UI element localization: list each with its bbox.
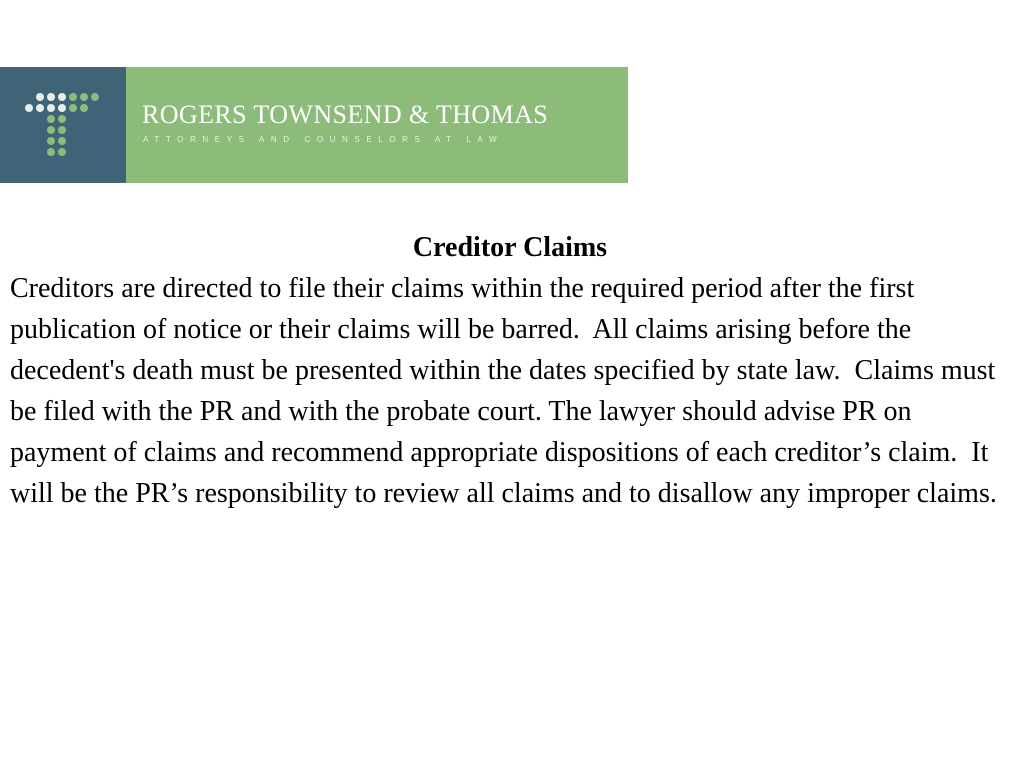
slide-content	[10, 228, 1010, 514]
slide-body-text: Creditors are directed to file their claims within the required period after the first publication of notice or their claims will be barred. All claims arising before the decedent's death must be presented within the dates specified by state law. Claims must be filed with the PR and with the probate court. The lawyer should advise PR on payment of claims and recommend appropriate dispositions of each creditor’s claim. It will be the PR’s responsibility to review all claims and to disallow any improper claims.	[10, 273, 1003, 509]
slide-title: Creditor Claims	[412, 232, 608, 263]
firm-name: ROGERS TOWNSEND & THOMAS	[142, 100, 549, 129]
firm-logo-text-panel	[126, 67, 628, 183]
logo-dot-pattern	[0, 67, 126, 183]
firm-banner	[0, 67, 628, 183]
firm-tagline: ATTORNEYS AND COUNSELORS AT LAW	[143, 135, 504, 144]
firm-logo-icon	[0, 67, 126, 183]
